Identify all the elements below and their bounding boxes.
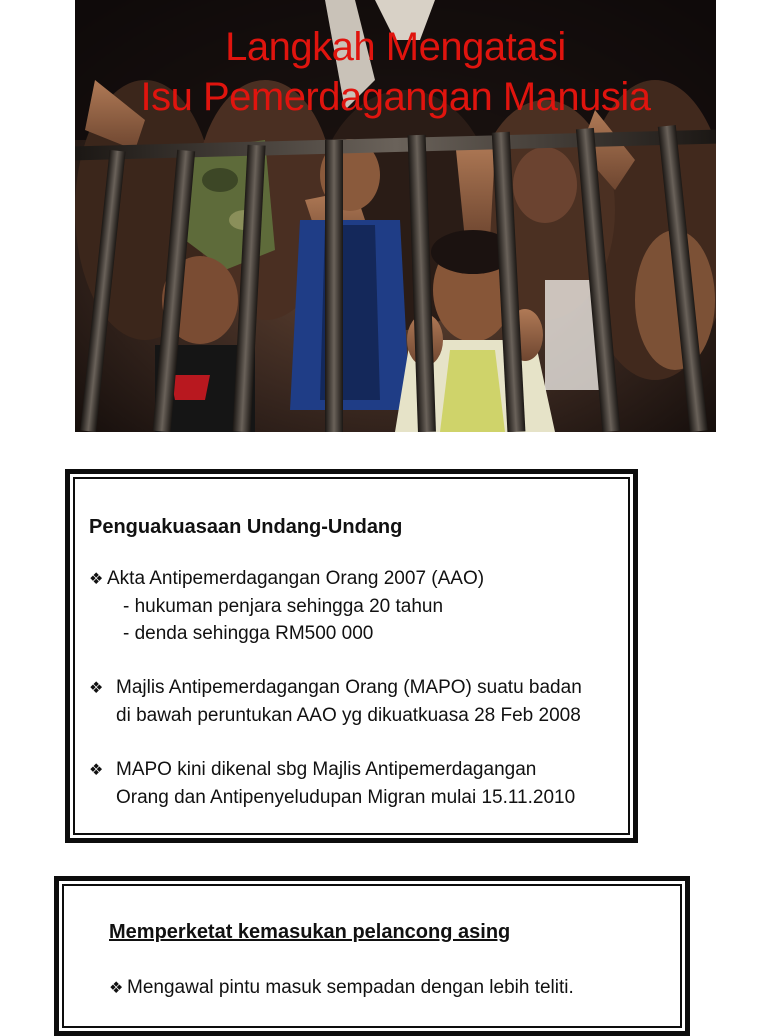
diamond-bullet-icon: ❖ (89, 762, 104, 779)
diamond-bullet-icon: ❖ (89, 571, 104, 588)
mapo-rename-line2: Orang dan Antipenyeludupan Migran mulai 15.11.2010 (116, 787, 576, 808)
law-enforcement-content (89, 514, 629, 811)
mapo-rename-line1: MAPO kini dikenal sbg Majlis Antipemerdagangan (116, 759, 537, 780)
diamond-bullet-icon: ❖ (89, 680, 104, 697)
tourist-entry-panel (54, 876, 690, 1036)
law-enforcement-heading: Penguakuasaan Undang-Undang (89, 516, 403, 538)
tourist-entry-content (109, 919, 679, 1002)
list-item (89, 674, 629, 729)
slide-title-line1: Langkah Mengatasi (225, 25, 566, 69)
border-control-text: Mengawal pintu masuk sempadan dengan lebih teliti. (127, 977, 574, 998)
list-item (109, 974, 679, 1002)
list-item (89, 756, 629, 811)
act-name: Akta Antipemerdagangan Orang 2007 (AAO) (107, 568, 485, 589)
tourist-entry-heading: Memperketat kemasukan pelancong asing (109, 921, 511, 943)
title-slide (75, 0, 716, 432)
slide-title-line2: Isu Pemerdagangan Manusia (140, 75, 651, 119)
mapo-text-line2: di bawah peruntukan AAO yg dikuatkuasa 28 Feb 2008 (116, 705, 581, 726)
diamond-bullet-icon: ❖ (109, 980, 124, 997)
slide-title (75, 22, 716, 122)
law-enforcement-panel (65, 469, 638, 843)
sub-item-fine: - denda sehingga RM500 000 (123, 623, 374, 644)
sub-item-prison: - hukuman penjara sehingga 20 tahun (123, 596, 444, 617)
list-item (89, 565, 629, 593)
mapo-text-line1: Majlis Antipemerdagangan Orang (MAPO) suatu badan (116, 677, 582, 698)
